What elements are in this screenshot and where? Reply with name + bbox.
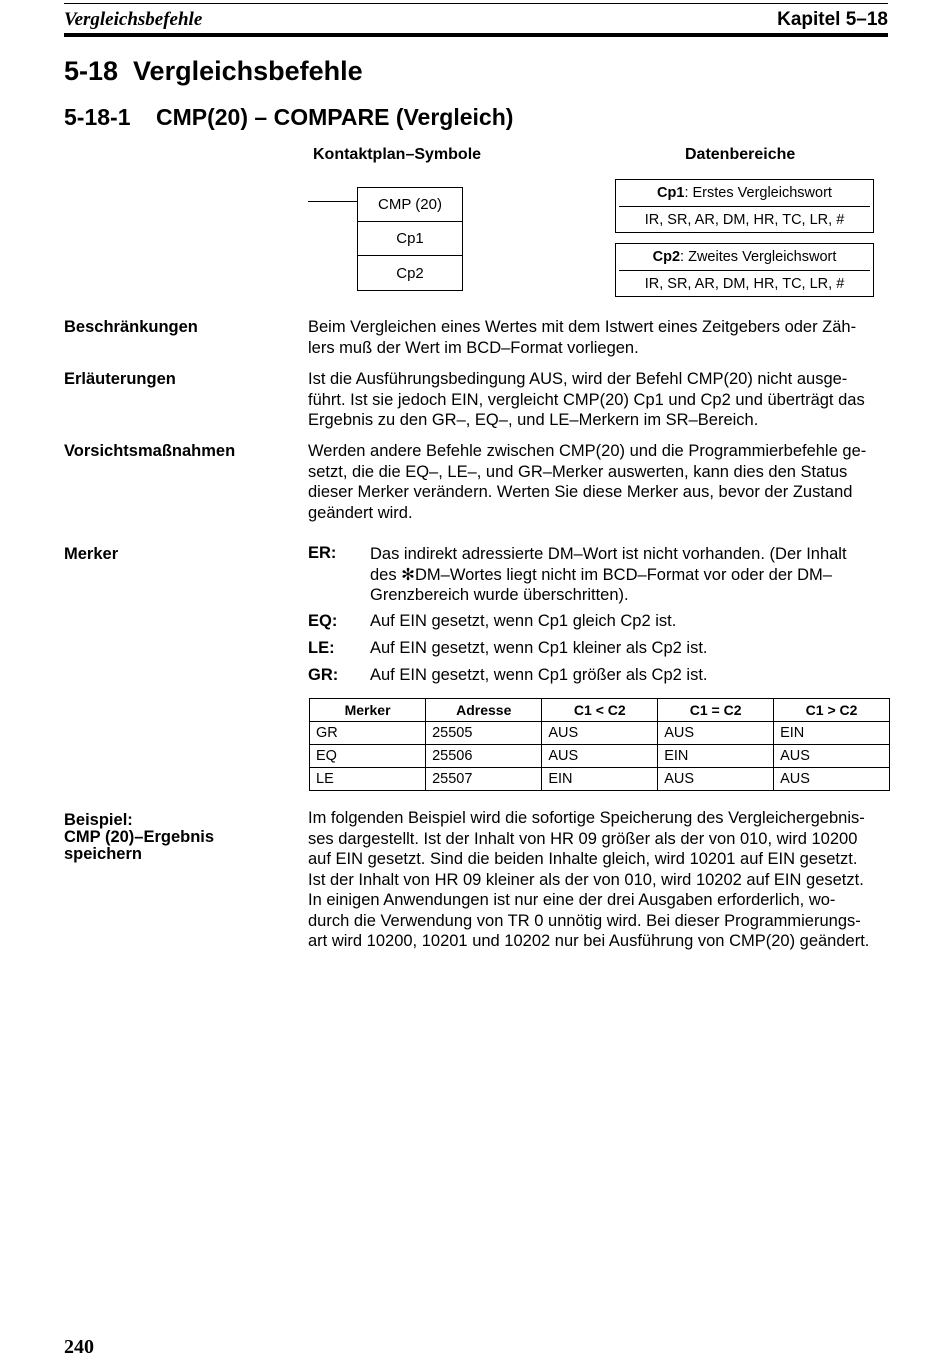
table-cell: AUS: [774, 745, 890, 768]
text-line: CMP (20)–Ergebnis: [64, 828, 215, 846]
flag-key-eq: EQ:: [308, 612, 338, 630]
table-row: [310, 722, 890, 745]
text-line: Auf EIN gesetzt, wenn Cp1 gleich Cp2 ist.: [370, 612, 677, 630]
text-line: geändert wird.: [308, 503, 413, 522]
operand-desc: : Zweites Vergleichswort: [680, 249, 837, 265]
header-bottom-rule: [64, 33, 888, 37]
table-cell: 25507: [426, 768, 542, 791]
data-area-cp1: [615, 179, 874, 233]
flag-text-eq: [370, 611, 888, 632]
table-header-cell: C1 < C2: [542, 699, 658, 722]
table-cell: EIN: [542, 768, 658, 791]
text-line: Auf EIN gesetzt, wenn Cp1 größer als Cp2 ist.: [370, 666, 708, 684]
subsection-title: [64, 104, 513, 131]
table-cell: 25506: [426, 745, 542, 768]
table-cell: AUS: [658, 768, 774, 791]
table-cell: EQ: [310, 745, 426, 768]
example-text: [308, 808, 888, 952]
text-line: auf EIN gesetzt. Sind die beiden Inhalte gleich, wird 10201 auf EIN gesetzt.: [308, 850, 858, 868]
table-header-cell: C1 > C2: [774, 699, 890, 722]
flag-text-le: [370, 638, 888, 659]
table-header-cell: Adresse: [426, 699, 542, 722]
text-line: Werden andere Befehle zwischen CMP(20) und die Programmierbefehle ge-: [308, 442, 867, 460]
flag-text-er: [370, 544, 888, 606]
ladder-cell-cp1: Cp1: [358, 222, 462, 256]
text-line: Das indirekt adressierte DM–Wort ist nicht vorhanden. (Der Inhalt: [370, 545, 847, 563]
data-areas-heading: Datenbereiche: [685, 146, 796, 163]
table-row: [310, 745, 890, 768]
table-cell: EIN: [658, 745, 774, 768]
flags-label: Merker: [64, 545, 119, 563]
operand-desc: : Erstes Vergleichswort: [684, 185, 832, 201]
ladder-cell-cp2: Cp2: [396, 264, 424, 282]
table-cell: GR: [310, 722, 426, 745]
table-header-row: [310, 699, 890, 722]
subsection-text: CMP(20) – COMPARE (Vergleich): [156, 104, 514, 130]
table-cell: LE: [310, 768, 426, 791]
operand-name: Cp2: [652, 249, 681, 265]
subsection-number: 5-18-1: [64, 104, 131, 130]
text-line: setzt, die die EQ–, LE–, und GR–Merker auswerten, kann dies den Status: [308, 462, 848, 481]
text-line: In einigen Anwendungen ist nur eine der drei Ausgaben erforderlich, wo-: [308, 891, 836, 909]
table-cell: AUS: [658, 722, 774, 745]
ladder-input-line: [308, 201, 358, 202]
text-line: Im folgenden Beispiel wird die sofortige Speicherung des Vergleichergebnis-: [308, 809, 865, 827]
explanations-text: [308, 369, 888, 431]
text-line: Ergebnis zu den GR–, EQ–, und LE–Merkern im SR–Bereich.: [308, 411, 759, 429]
ladder-cell-instruction: CMP (20): [358, 188, 462, 222]
text-line: Grenzbereich wurde überschritten).: [370, 586, 629, 604]
explanations-label: Erläuterungen: [64, 370, 176, 388]
restrictions-text: [308, 317, 888, 358]
table-cell: 25505: [426, 722, 542, 745]
header-top-rule: [64, 3, 888, 4]
ladder-symbol: [357, 187, 463, 291]
table-header-cell: Merker: [310, 699, 426, 722]
text-line: Ist der Inhalt von HR 09 kleiner als der von 010, wird 10202 auf EIN gesetzt.: [308, 870, 864, 889]
flag-key-gr: GR:: [308, 666, 339, 684]
table-row: [310, 768, 890, 791]
text-line: führt. Ist sie jedoch EIN, vergleicht CMP(20) Cp1 und Cp2 und überträgt das: [308, 390, 865, 409]
table-cell: EIN: [774, 722, 890, 745]
running-title: Vergleichsbefehle: [64, 9, 203, 30]
text-line: Beim Vergleichen eines Wertes mit dem Istwert eines Zeitgebers oder Zäh-: [308, 318, 857, 336]
text-line: des ✻DM–Wortes liegt nicht im BCD–Format vor oder der DM–: [370, 565, 832, 584]
table-header-cell: C1 = C2: [658, 699, 774, 722]
text-line: Auf EIN gesetzt, wenn Cp1 kleiner als Cp2 ist.: [370, 639, 708, 657]
text-line: art wird 10200, 10201 und 10202 nur bei Ausführung von CMP(20) geändert.: [308, 932, 870, 950]
precautions-text: [308, 441, 888, 523]
text-line: lers muß der Wert im BCD–Format vorliegen.: [308, 338, 639, 357]
precautions-label: Vorsichtsmaßnahmen: [64, 442, 236, 460]
text-line: ses dargestellt. Ist der Inhalt von HR 09 größer als der von 010, wird 10200: [308, 829, 858, 848]
flag-text-gr: [370, 665, 888, 686]
table-cell: AUS: [542, 745, 658, 768]
example-label: [64, 812, 214, 863]
page-number: 240: [64, 1336, 94, 1358]
operand-areas: IR, SR, AR, DM, HR, TC, LR, #: [644, 211, 845, 228]
text-line: durch die Verwendung von TR 0 unnötig wird. Bei dieser Programmierungs-: [308, 911, 861, 930]
text-line: dieser Merker verändern. Werten Sie diese Merker aus, bevor der Zustand: [308, 483, 853, 501]
text-line: Beispiel:: [64, 811, 133, 829]
text-line: speichern: [64, 845, 142, 863]
ladder-heading: Kontaktplan–Symbole: [313, 146, 482, 163]
text-line: Ist die Ausführungsbedingung AUS, wird der Befehl CMP(20) nicht ausge-: [308, 370, 848, 388]
table-cell: AUS: [542, 722, 658, 745]
data-area-cp2: [615, 243, 874, 297]
operand-areas: IR, SR, AR, DM, HR, TC, LR, #: [644, 275, 845, 292]
operand-name: Cp1: [657, 185, 685, 201]
table-cell: AUS: [774, 768, 890, 791]
flag-key-er: ER:: [308, 544, 337, 562]
restrictions-label: Beschränkungen: [64, 318, 198, 336]
chapter-label: Kapitel 5–18: [777, 9, 888, 30]
section-title: 5-18 Vergleichsbefehle: [64, 56, 363, 86]
flag-status-table: [309, 698, 890, 791]
flag-key-le: LE:: [308, 639, 335, 657]
